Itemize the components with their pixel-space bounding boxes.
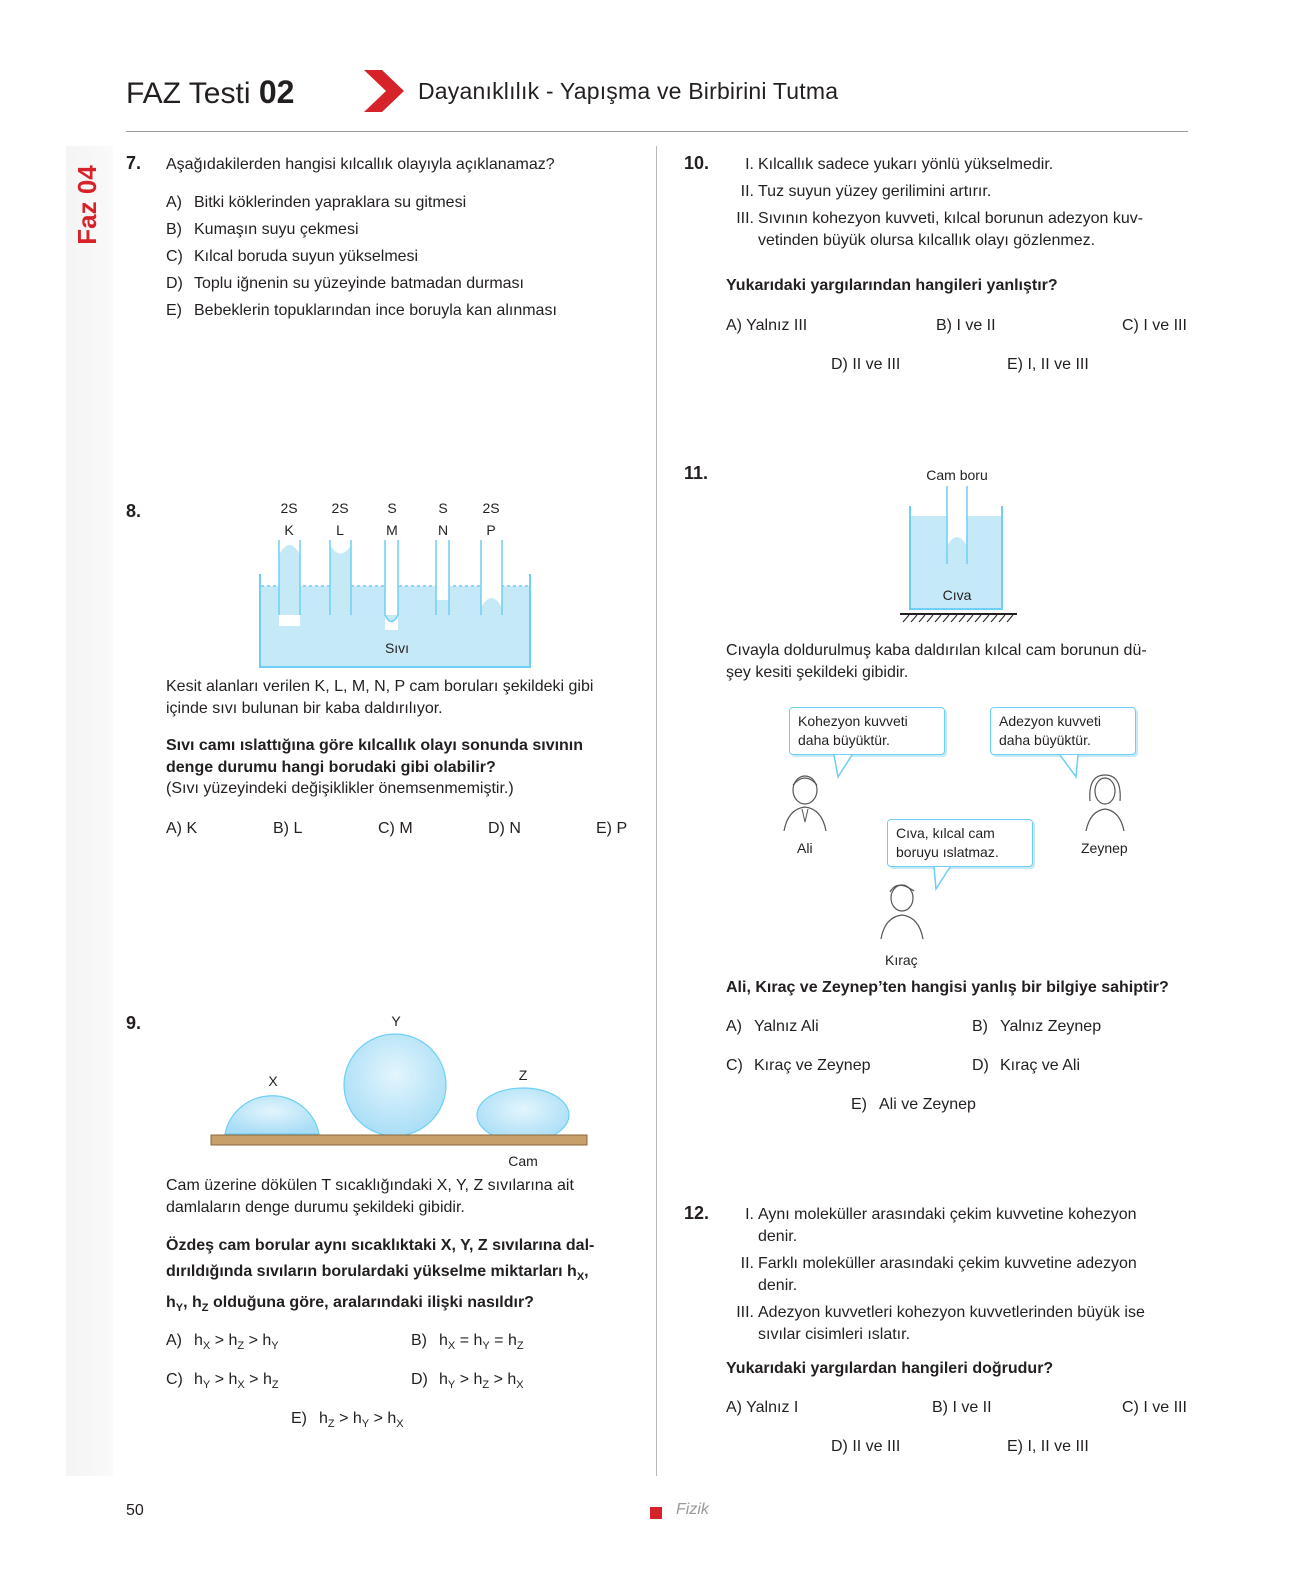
q8-tube-p: P bbox=[486, 522, 496, 538]
q9-text: Cam üzerine dökülen T sıcaklığındaki X, Y, Z sıvılarına ait damlaların denge durumu şekildeki gibidir. bbox=[166, 1177, 574, 1216]
q7-options bbox=[166, 192, 557, 322]
q9-option-e[interactable]: E) $h_Z > h_Y > h_X$ bbox=[291, 1410, 404, 1431]
q8-number: 8. bbox=[126, 501, 142, 521]
page-subtitle: Dayanıklılık - Yapışma ve Birbirini Tutma bbox=[418, 78, 839, 104]
q9-option-a[interactable]: A) $h_X > h_Z > h_Y$ bbox=[166, 1332, 279, 1353]
title-number: 02 bbox=[258, 74, 295, 110]
q9-drop-z bbox=[477, 1088, 569, 1142]
q10-number: 10. bbox=[684, 153, 710, 173]
q12-option-b[interactable]: B) I ve II bbox=[932, 1399, 992, 1416]
q9-surface-label: Cam bbox=[508, 1153, 538, 1169]
q8-option-b[interactable]: B) L bbox=[273, 820, 303, 837]
q11-tube-label: Cam boru bbox=[926, 467, 988, 483]
column-divider bbox=[656, 146, 657, 1476]
q9-option-b[interactable]: B) $h_X = h_Y = h_Z$ bbox=[411, 1332, 524, 1353]
q11-question: Ali, Kıraç ve Zeynep’ten hangisi yanlış bir bilgiye sahiptir? bbox=[726, 979, 1169, 996]
q12-statement-2: II. Farklı moleküller arasındaki çekim kuvvetine adezyon bbox=[740, 1255, 1137, 1272]
q8-area-l: 2S bbox=[331, 500, 349, 516]
q11-figure bbox=[895, 466, 1025, 636]
q12-number: 12. bbox=[684, 1203, 710, 1223]
q10-statement-1: I. Kılcallık sadece yukarı yönlü yükselmedir. bbox=[745, 156, 1054, 173]
q11-bubble-kirac-tail bbox=[930, 867, 954, 893]
q8-figure bbox=[256, 500, 541, 670]
q12-statements bbox=[724, 1204, 1192, 1346]
q11-option-c[interactable]: C) Kıraç ve Zeynep bbox=[726, 1057, 871, 1074]
q8-note: (Sıvı yüzeyindeki değişiklikler önemsenmemiştir.) bbox=[166, 780, 514, 797]
q12-option-a[interactable]: A) Yalnız I bbox=[726, 1399, 799, 1416]
page-number: 50 bbox=[126, 1502, 144, 1519]
side-strip bbox=[66, 146, 113, 1476]
footer-subject: Fizik bbox=[676, 1501, 709, 1518]
q9-label-y: Y bbox=[391, 1013, 401, 1029]
q11-option-d[interactable]: D) Kıraç ve Ali bbox=[972, 1057, 1081, 1074]
q7-option-a[interactable]: A) Bitki köklerinden yapraklara su gitmesi bbox=[166, 194, 467, 211]
q10-option-d[interactable]: D) II ve III bbox=[831, 356, 901, 373]
header-divider bbox=[126, 131, 1188, 132]
side-phase-label bbox=[70, 150, 110, 260]
q12-option-c[interactable]: C) I ve III bbox=[1122, 1399, 1187, 1416]
q10-question: Yukarıdaki yargılarından hangileri yanlıştır? bbox=[726, 277, 1058, 294]
q8-text: Kesit alanları verilen K, L, M, N, P cam boruları şekildeki gibi içinde sıvı bulunan bir kaba daldırılıyor. bbox=[166, 678, 594, 717]
q9-glass-surface bbox=[211, 1135, 587, 1145]
q12-statement-3: III. Adezyon kuvvetleri kohezyon kuvvetlerinden büyük ise bbox=[736, 1304, 1145, 1321]
q8-question: Sıvı camı ıslattığına göre kılcallık olayı sonunda sıvının denge durumu hangi borudaki gibi olabilir? bbox=[166, 737, 584, 776]
person-kirac-icon bbox=[877, 877, 927, 943]
q12-statement-2-cont: denir. bbox=[758, 1277, 798, 1294]
q12-statement-3-cont: sıvılar cisimleri ıslatır. bbox=[758, 1326, 911, 1343]
q7-option-d[interactable]: D) Toplu iğnenin su yüzeyinde batmadan durması bbox=[166, 275, 524, 292]
q9-drop-x bbox=[225, 1096, 319, 1134]
q8-tube-k: K bbox=[284, 522, 294, 538]
person-ali-icon bbox=[780, 767, 830, 837]
footer-square-icon bbox=[650, 1507, 662, 1519]
q10-statements bbox=[724, 154, 1188, 252]
q11-bubble-kirac: Cıva, kılcal cam boruyu ıslatmaz. bbox=[887, 819, 1033, 867]
q9-option-d[interactable]: D) $h_Y > h_Z > h_X$ bbox=[411, 1371, 524, 1392]
q7-option-c[interactable]: C) Kılcal boruda suyun yükselmesi bbox=[166, 248, 419, 265]
q8-option-d[interactable]: D) N bbox=[488, 820, 521, 837]
q8-area-n: S bbox=[438, 500, 448, 516]
q7-option-b[interactable]: B) Kumaşın suyu çekmesi bbox=[166, 221, 359, 238]
q12-option-e[interactable]: E) I, II ve III bbox=[1007, 1438, 1089, 1455]
q8-area-p: 2S bbox=[482, 500, 500, 516]
q8-tube-n: N bbox=[437, 522, 449, 538]
q8-tube-m: M bbox=[386, 522, 398, 538]
q9-option-c[interactable]: C) $h_Y > h_X > h_Z$ bbox=[166, 1371, 279, 1392]
q11-option-b[interactable]: B) Yalnız Zeynep bbox=[972, 1018, 1102, 1035]
q10-statement-3: III. Sıvının kohezyon kuvveti, kılcal borunun adezyon kuv- bbox=[736, 210, 1144, 227]
q10-statement-2: II. Tuz suyun yüzey gerilimini artırır. bbox=[740, 183, 992, 200]
q7-option-e[interactable]: E) Bebeklerin topuklarından ince boruyla kan alınması bbox=[166, 302, 557, 319]
q11-bubble-ali-tail bbox=[832, 755, 856, 781]
q12-statement-1: I. Aynı moleküller arasındaki çekim kuvvetine kohezyon bbox=[745, 1206, 1137, 1223]
q11-option-e[interactable]: E) Ali ve Zeynep bbox=[851, 1096, 976, 1113]
q9-question bbox=[166, 1233, 636, 1321]
side-phase-text: Faz 04 bbox=[72, 165, 102, 245]
q7-number: 7. bbox=[126, 153, 142, 173]
q12-question: Yukarıdaki yargılardan hangileri doğrudur? bbox=[726, 1360, 1054, 1377]
q8-area-m: S bbox=[387, 500, 397, 516]
q9-number: 9. bbox=[126, 1013, 142, 1033]
q8-liquid-label: Sıvı bbox=[384, 640, 410, 656]
q11-name-zeynep: Zeynep bbox=[1081, 840, 1128, 856]
page-title bbox=[126, 74, 294, 111]
q9-question-line1: Özdeş cam borular aynı sıcaklıktaki X, Y, Z sıvılarına dal- bbox=[166, 1237, 595, 1254]
q8-option-a[interactable]: A) K bbox=[166, 820, 198, 837]
q11-bubble-ali: Kohezyon kuvveti daha büyüktür. bbox=[789, 707, 945, 755]
q7-question: Aşağıdakilerden hangisi kılcallık olayıyla açıklanamaz? bbox=[166, 156, 555, 173]
q8-area-k: 2S bbox=[280, 500, 298, 516]
q10-option-e[interactable]: E) I, II ve III bbox=[1007, 356, 1089, 373]
q12-statement-1-cont: denir. bbox=[758, 1228, 798, 1245]
q8-option-c[interactable]: C) M bbox=[378, 820, 413, 837]
q11-text: Cıvayla doldurulmuş kaba daldırılan kılcal cam borunun dü- şey kesiti şekildeki gibidir. bbox=[726, 642, 1147, 681]
q9-label-x: X bbox=[268, 1073, 278, 1089]
q11-name-kirac: Kıraç bbox=[885, 952, 918, 968]
q11-liquid-label: Cıva bbox=[942, 587, 972, 603]
title-prefix: FAZ Testi bbox=[126, 77, 251, 110]
q10-statement-3-cont: vetinden büyük olursa kılcallık olayı gözlenmez. bbox=[758, 232, 1096, 249]
q9-figure bbox=[205, 1010, 595, 1170]
q11-bubble-zeynep-tail bbox=[1058, 755, 1082, 781]
chevron-right-icon bbox=[364, 68, 406, 114]
q10-option-b[interactable]: B) I ve II bbox=[936, 317, 996, 334]
person-zeynep-icon bbox=[1080, 767, 1130, 837]
q9-label-z: Z bbox=[518, 1067, 528, 1083]
q12-option-d[interactable]: D) II ve III bbox=[831, 1438, 901, 1455]
q11-number: 11. bbox=[684, 463, 709, 483]
q9-question-line3: $h_Y$, $h_Z$ olduğuna göre, aralarındaki ilişki nasıldır? bbox=[166, 1294, 534, 1315]
q9-question-line2: dırıldığında sıvıların borulardaki yükselme miktarları $h_X$, bbox=[166, 1263, 589, 1284]
q8-option-e[interactable]: E) P bbox=[596, 820, 628, 837]
q11-option-a[interactable]: A) Yalnız Ali bbox=[726, 1018, 819, 1035]
q10-option-c[interactable]: C) I ve III bbox=[1122, 317, 1187, 334]
q11-bubble-zeynep: Adezyon kuvveti daha büyüktür. bbox=[990, 707, 1136, 755]
q8-tube-l: L bbox=[336, 522, 344, 538]
q11-name-ali: Ali bbox=[797, 840, 813, 856]
q9-drop-y bbox=[344, 1034, 446, 1136]
q10-option-a[interactable]: A) Yalnız III bbox=[726, 317, 808, 334]
